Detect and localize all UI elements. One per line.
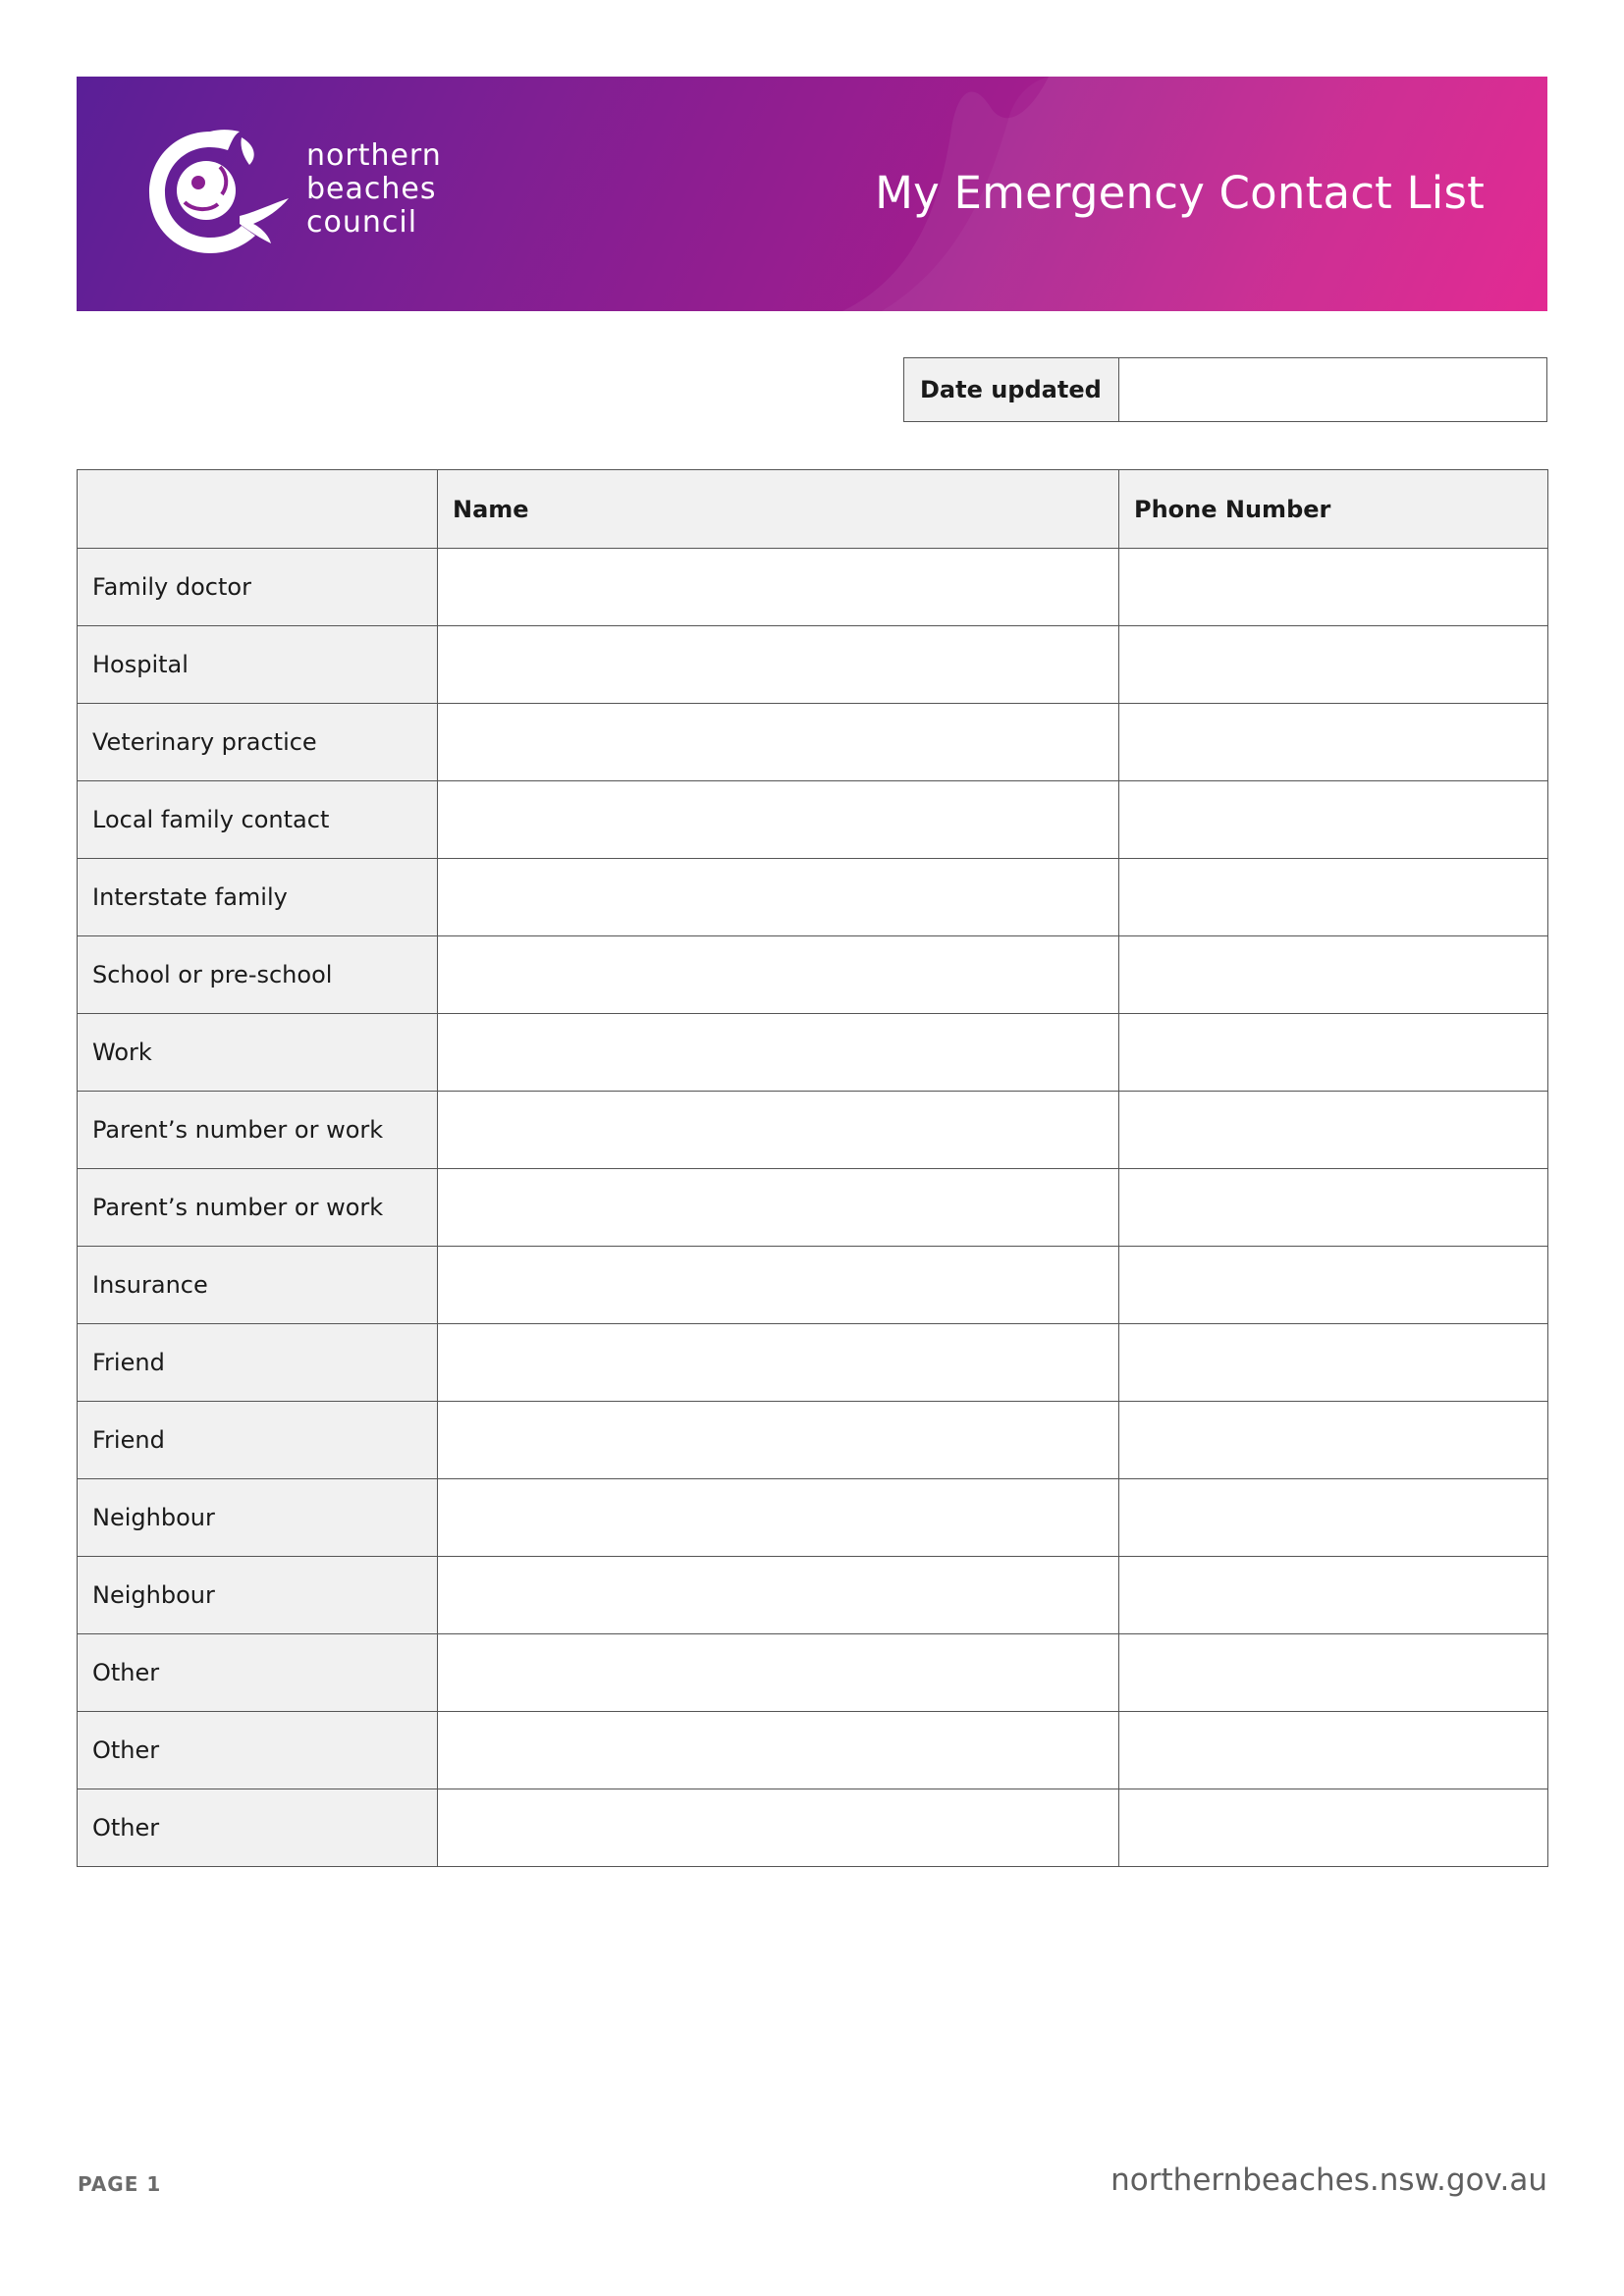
table-row (78, 1092, 1548, 1169)
contact-category-label: School or pre-school (78, 936, 438, 1014)
contact-phone-field[interactable] (1119, 1712, 1548, 1789)
table-row (78, 549, 1548, 626)
contact-category-label: Local family contact (78, 781, 438, 859)
contact-name-field[interactable] (438, 1247, 1119, 1324)
contact-phone-field[interactable] (1119, 1014, 1548, 1092)
contact-name-field[interactable] (438, 1014, 1119, 1092)
table-row (78, 1479, 1548, 1557)
contact-phone-field[interactable] (1119, 704, 1548, 781)
contact-phone-field[interactable] (1119, 781, 1548, 859)
contact-phone-field[interactable] (1119, 1169, 1548, 1247)
contact-name-field[interactable] (438, 936, 1119, 1014)
contact-phone-field[interactable] (1119, 1479, 1548, 1557)
contact-category-label: Friend (78, 1402, 438, 1479)
contact-category-label: Friend (78, 1324, 438, 1402)
contact-name-field[interactable] (438, 1479, 1119, 1557)
council-logo-text (306, 139, 442, 240)
contact-name-field[interactable] (438, 781, 1119, 859)
header-banner (77, 77, 1547, 311)
contact-category-label: Parent’s number or work (78, 1092, 438, 1169)
contact-category-label: Work (78, 1014, 438, 1092)
contact-phone-field[interactable] (1119, 549, 1548, 626)
page-number: PAGE 1 (78, 2172, 162, 2196)
contact-phone-field[interactable] (1119, 1557, 1548, 1634)
council-logo-icon (145, 128, 293, 257)
table-row (78, 1789, 1548, 1867)
contact-category-label: Neighbour (78, 1479, 438, 1557)
table-row (78, 1402, 1548, 1479)
logo-line-2: beaches (306, 172, 437, 206)
contact-phone-field[interactable] (1119, 626, 1548, 704)
contact-phone-field[interactable] (1119, 1324, 1548, 1402)
contact-name-field[interactable] (438, 1324, 1119, 1402)
contact-name-field[interactable] (438, 1557, 1119, 1634)
contact-category-label: Interstate family (78, 859, 438, 936)
date-updated-field[interactable] (1119, 358, 1546, 421)
contact-phone-field[interactable] (1119, 1402, 1548, 1479)
contact-name-field[interactable] (438, 1402, 1119, 1479)
contact-phone-field[interactable] (1119, 859, 1548, 936)
date-updated-label: Date updated (904, 358, 1119, 421)
contact-category-label: Family doctor (78, 549, 438, 626)
contact-category-label: Other (78, 1789, 438, 1867)
column-header-category (78, 470, 438, 549)
contact-category-label: Neighbour (78, 1557, 438, 1634)
table-row (78, 1014, 1548, 1092)
page-title: My Emergency Contact List (875, 167, 1485, 219)
logo-line-3: council (306, 205, 418, 240)
table-row (78, 781, 1548, 859)
contact-name-field[interactable] (438, 626, 1119, 704)
contact-name-field[interactable] (438, 704, 1119, 781)
column-header-name: Name (438, 470, 1119, 549)
table-row (78, 1247, 1548, 1324)
table-row (78, 1634, 1548, 1712)
contact-phone-field[interactable] (1119, 1634, 1548, 1712)
contact-category-label: Parent’s number or work (78, 1169, 438, 1247)
logo-line-1: northern (306, 138, 442, 173)
table-row (78, 936, 1548, 1014)
contact-name-field[interactable] (438, 1169, 1119, 1247)
table-header-row (78, 470, 1548, 549)
table-row (78, 859, 1548, 936)
contact-category-label: Veterinary practice (78, 704, 438, 781)
contact-name-field[interactable] (438, 1634, 1119, 1712)
website-url: northernbeaches.nsw.gov.au (1110, 2163, 1547, 2198)
contact-category-label: Hospital (78, 626, 438, 704)
contact-phone-field[interactable] (1119, 1092, 1548, 1169)
table-row (78, 1712, 1548, 1789)
table-row (78, 626, 1548, 704)
contact-name-field[interactable] (438, 1092, 1119, 1169)
contact-phone-field[interactable] (1119, 936, 1548, 1014)
contact-name-field[interactable] (438, 859, 1119, 936)
emergency-contact-table (77, 469, 1548, 1867)
contact-name-field[interactable] (438, 1789, 1119, 1867)
contact-category-label: Other (78, 1634, 438, 1712)
contact-phone-field[interactable] (1119, 1789, 1548, 1867)
column-header-phone: Phone Number (1119, 470, 1548, 549)
contact-name-field[interactable] (438, 1712, 1119, 1789)
date-updated-box (903, 357, 1547, 422)
contact-name-field[interactable] (438, 549, 1119, 626)
table-row (78, 704, 1548, 781)
table-row (78, 1324, 1548, 1402)
contact-category-label: Insurance (78, 1247, 438, 1324)
contact-phone-field[interactable] (1119, 1247, 1548, 1324)
contact-category-label: Other (78, 1712, 438, 1789)
table-row (78, 1557, 1548, 1634)
table-row (78, 1169, 1548, 1247)
